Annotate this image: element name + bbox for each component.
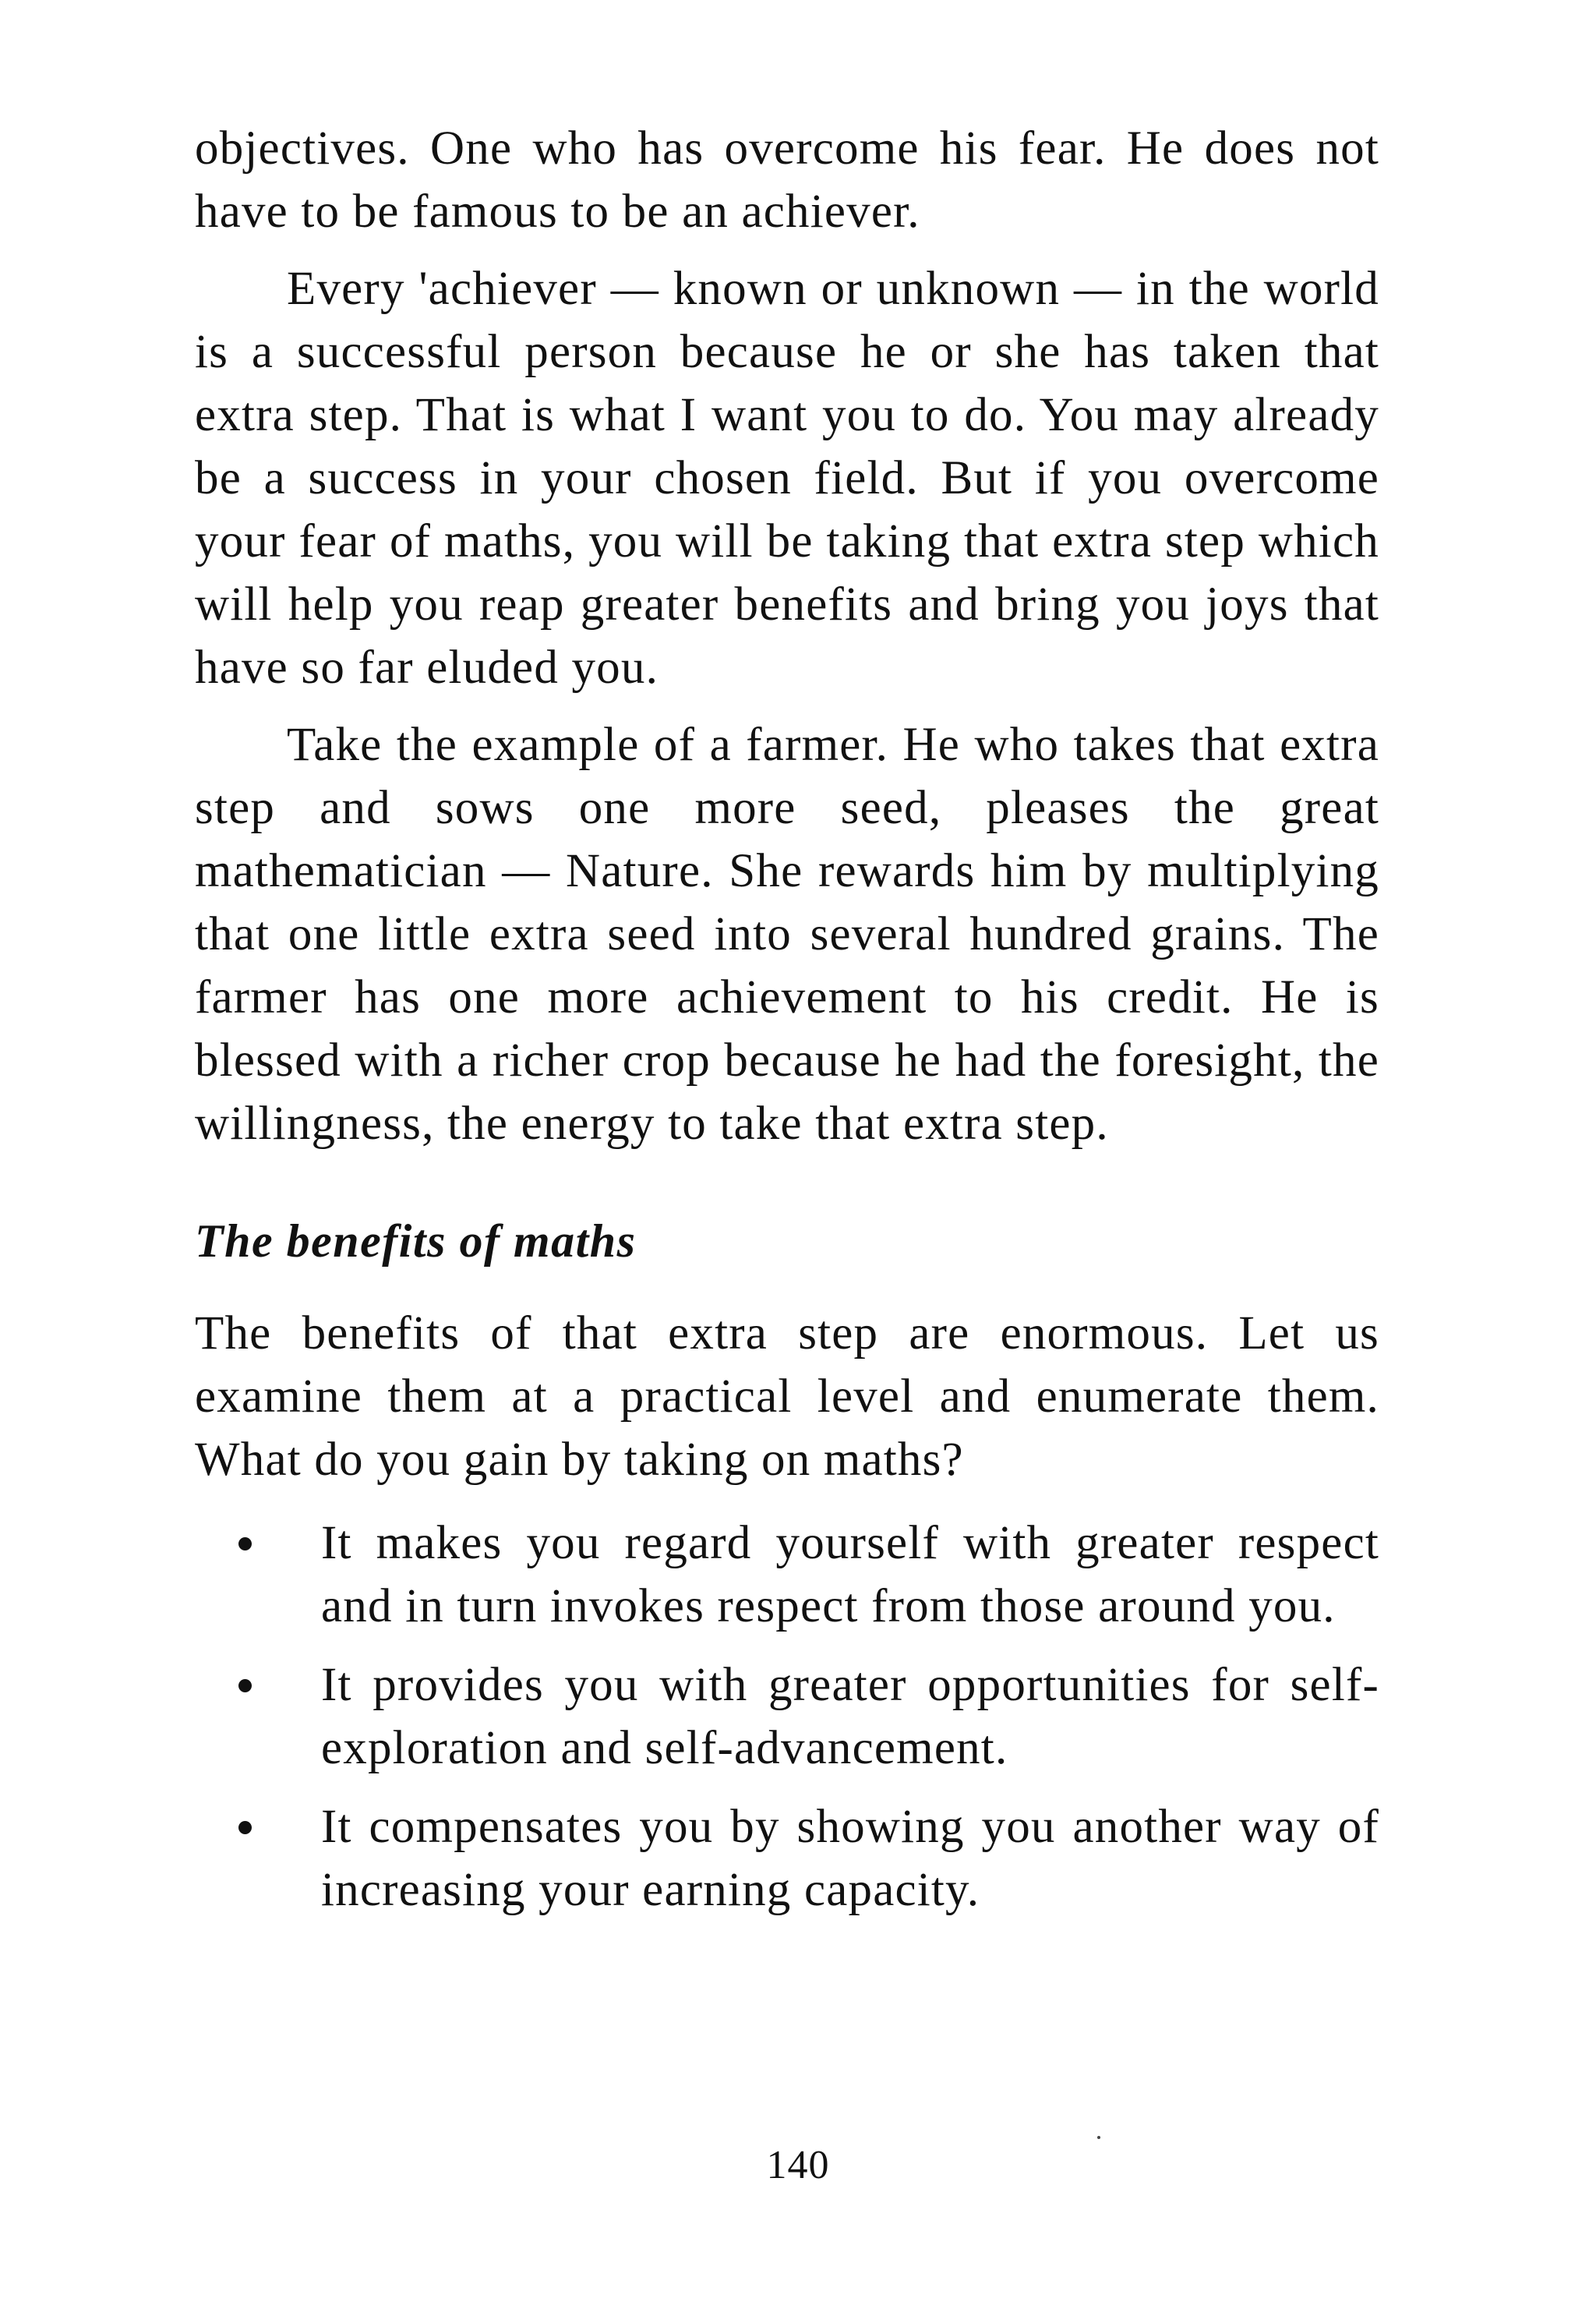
list-item-text: It makes you regard yourself with greater respect and in turn invokes respect from those around you. bbox=[321, 1517, 1379, 1632]
list-item bbox=[195, 1653, 1379, 1780]
benefits-list bbox=[195, 1512, 1379, 1922]
bullet-icon bbox=[238, 1537, 252, 1550]
page-body bbox=[195, 117, 1379, 1937]
section-intro: The benefits of that extra step are enormous. Let us examine them at a practical level and enumerate them. What do you gain by taking on maths? bbox=[195, 1307, 1379, 1486]
list-item bbox=[195, 1512, 1379, 1638]
paragraph-farmer: Take the example of a farmer. He who takes that extra step and sows one more seed, pleases the great mathematician — Nature. She rewards him by multiplying that one little extra seed into several hundred grains. The farmer has one more achievement to his credit. He is blessed with a richer crop because he had the foresight, the willingness, the energy to take that extra step. bbox=[195, 719, 1379, 1150]
scan-speck bbox=[1097, 2136, 1100, 2139]
list-item-text: It compensates you by showing you another way of increasing your earning capacity. bbox=[321, 1801, 1379, 1916]
list-item bbox=[195, 1795, 1379, 1922]
page-number: 140 bbox=[766, 2143, 830, 2187]
bullet-icon bbox=[238, 1821, 252, 1834]
paragraph-continued: objectives. One who has overcome his fear. He does not have to be famous to be an achiever. bbox=[195, 122, 1379, 238]
bullet-icon bbox=[238, 1679, 252, 1692]
list-item-text: It provides you with greater opportunities for self-exploration and self-advancement. bbox=[321, 1659, 1379, 1774]
section-heading: The benefits of maths bbox=[195, 1215, 637, 1267]
paragraph-achiever: Every 'achiever — known or unknown — in the world is a successful person because he or she has taken that extra step. That is what I want you to do. You may already be a success in your chosen field. But if you overcome your fear of maths, you will be taking that extra step which will help you reap greater benefits and bring you joys that have so far eluded you. bbox=[195, 263, 1379, 694]
